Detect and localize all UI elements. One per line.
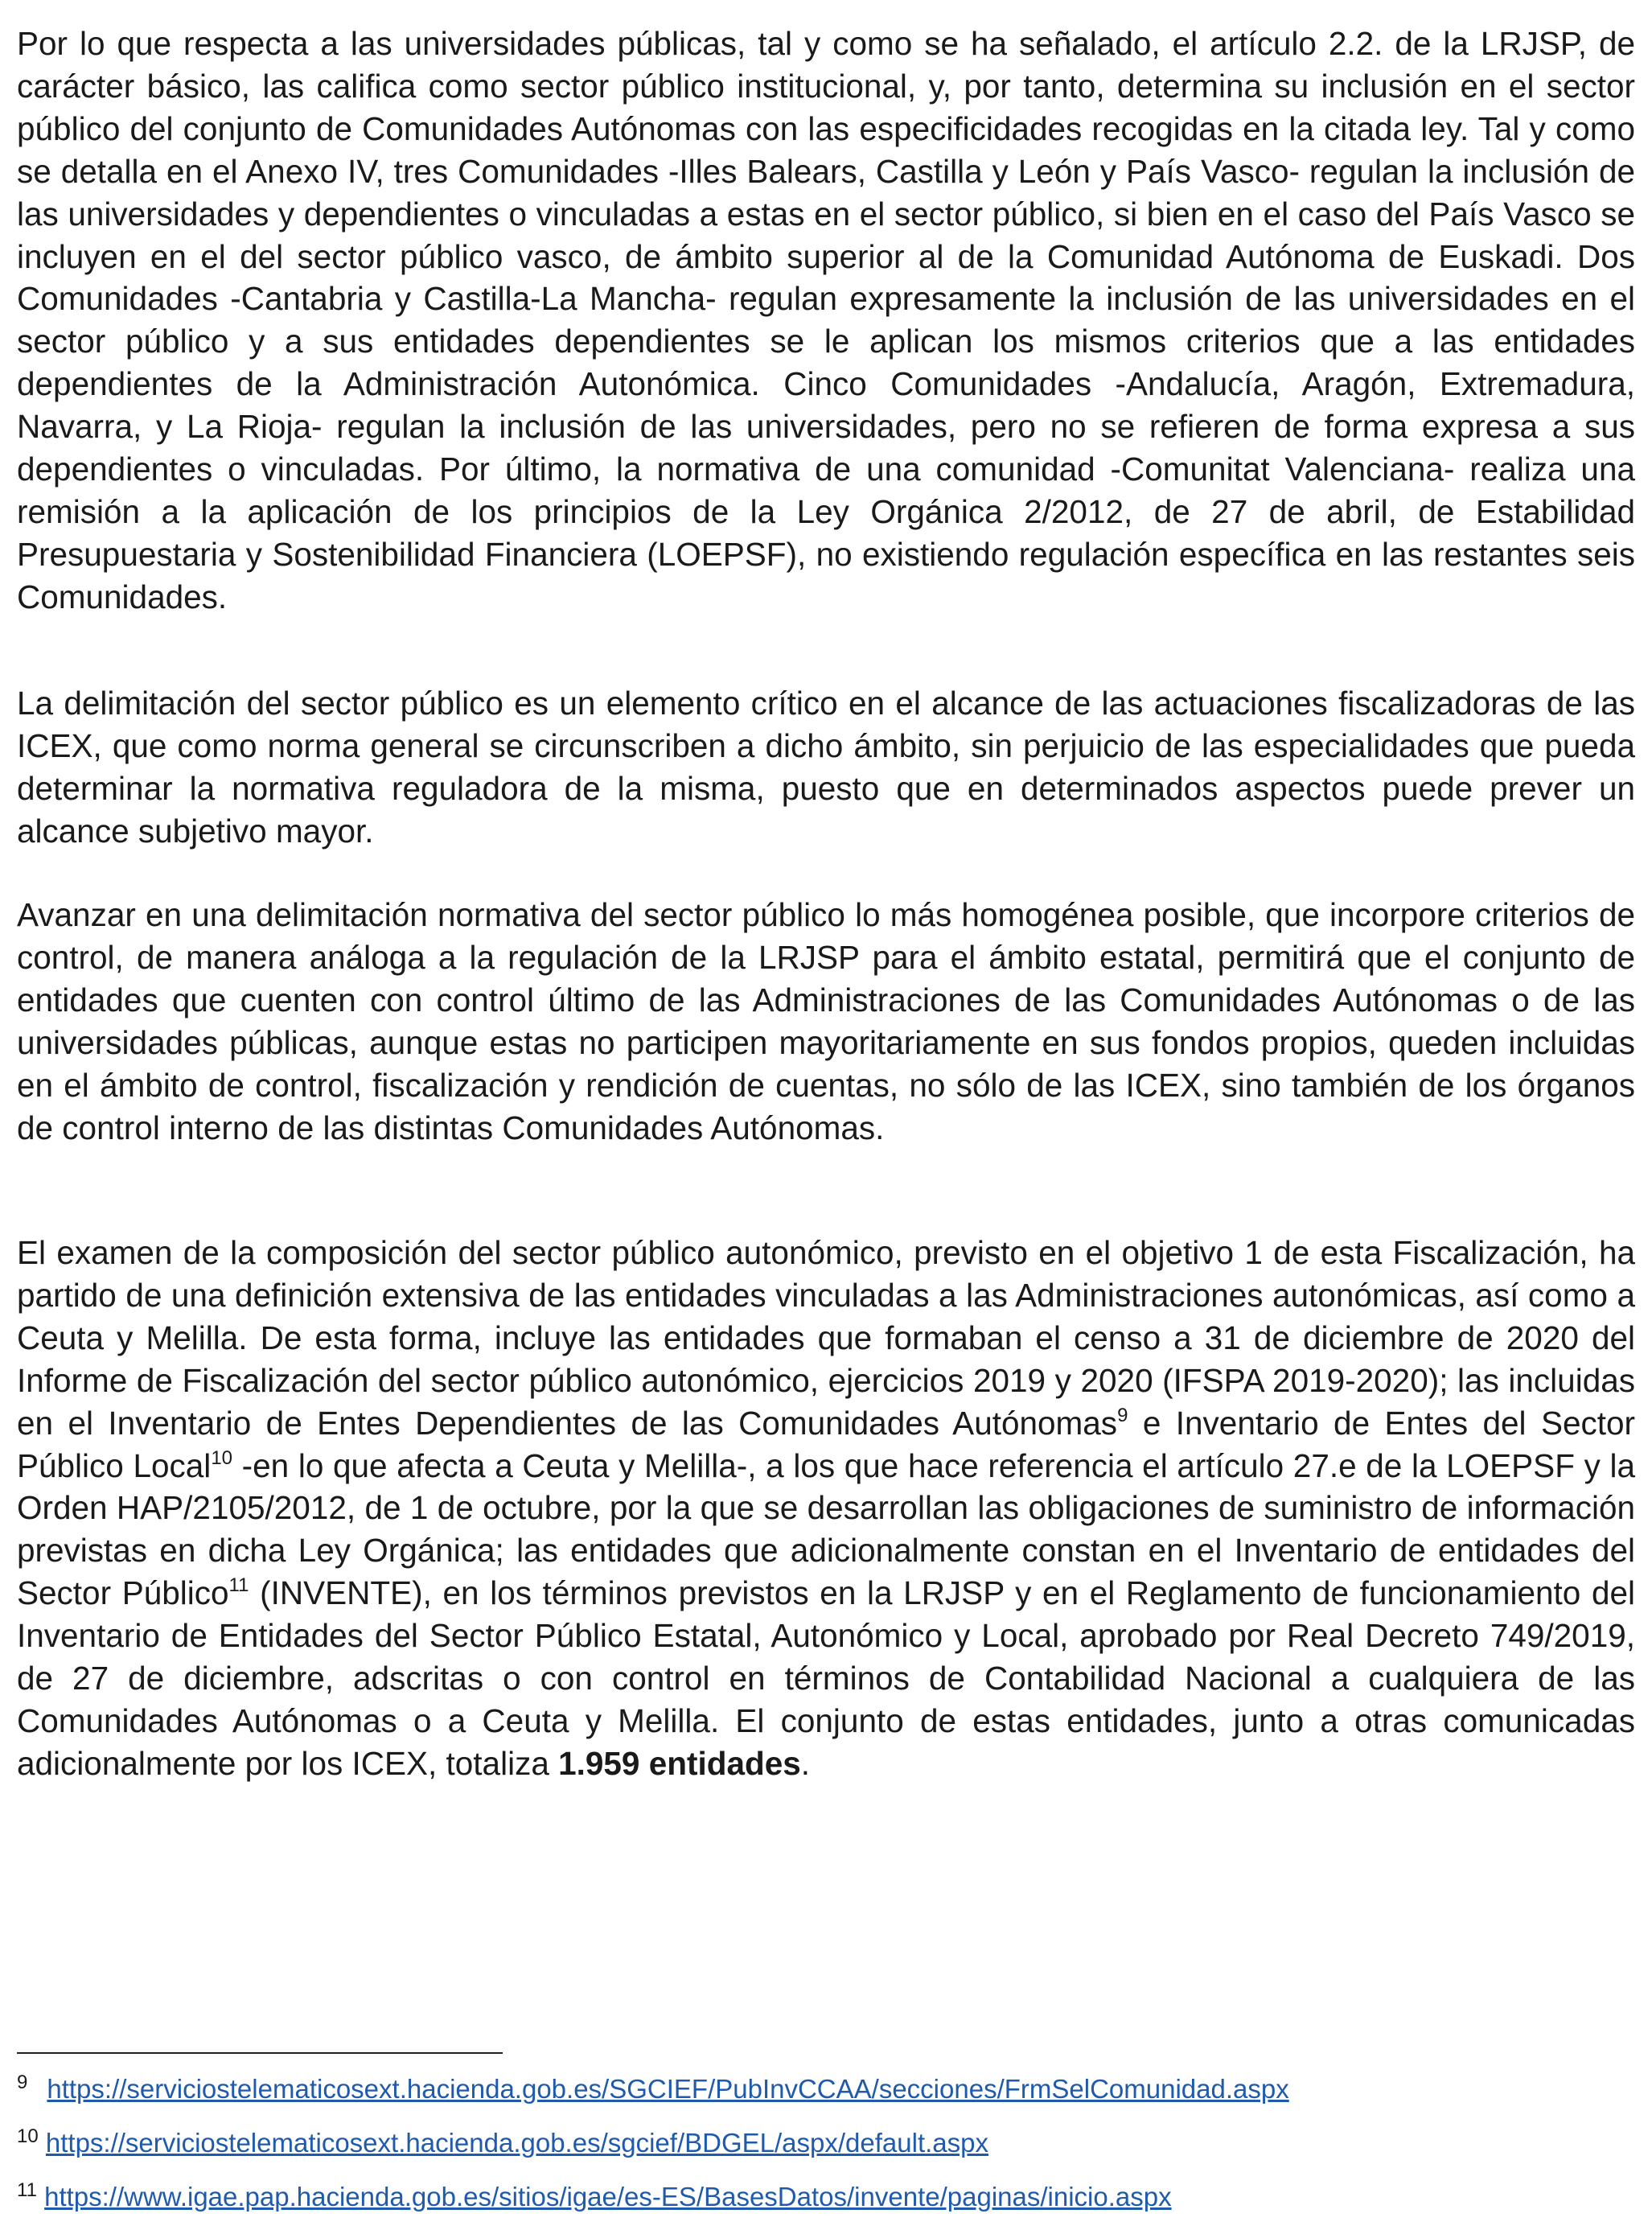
paragraph-text: El examen de la composición del sector público autonómico, previsto en el objetivo 1 de esta Fiscalización, ha partido de una definición extensiva de las entidades vinculadas a las Administraciones autonómicas, así como a Ceuta y Melilla. De esta forma, incluye las entidades que formaban el censo a 31 de diciembre de 2020 del Informe de Fiscalización del sector público autonómico, ejercicios 2019 y 2020 (IFSPA 2019-2020); las incluidas en el Inventario de Entes Dependientes de las Comunidades Autónomas xyxy=(17,1234,1635,1442)
footnote-9 xyxy=(17,2064,1635,2118)
footnote-11 xyxy=(17,2172,1635,2226)
footnote-ref-10[interactable]: 10 xyxy=(211,1446,233,1469)
footnote-ref-9[interactable]: 9 xyxy=(1117,1404,1128,1426)
paragraph-delimitacion: La delimitación del sector público es un elemento crítico en el alcance de las actuaciones fiscalizadoras de las ICEX, que como norma general se circunscriben a dicho ámbito, sin perjuicio de las especialidades que pueda determinar la normativa reguladora de la misma, puesto que en determinados aspectos puede prever un alcance subjetivo mayor. xyxy=(17,685,1635,850)
footnote-link-11[interactable]: https://www.igae.pap.hacienda.gob.es/sitios/igae/es-ES/BasesDatos/invente/paginas/inicio.aspx xyxy=(44,2182,1172,2211)
paragraph-text: . xyxy=(800,1744,811,1782)
footnote-separator xyxy=(17,2052,503,2054)
paragraph-text: e Inventario de Entes del Sector Público Local xyxy=(17,1404,1635,1484)
footnote-number: 10 xyxy=(17,2125,39,2147)
footnote-number: 9 xyxy=(17,2072,28,2093)
footnote-10 xyxy=(17,2118,1635,2172)
footnotes xyxy=(17,2064,1635,2226)
footnote-number: 11 xyxy=(17,2179,37,2201)
footnote-ref-11[interactable]: 11 xyxy=(228,1574,249,1597)
footnote-link-10[interactable]: https://serviciostelematicosext.hacienda.gob.es/sgcief/BDGEL/aspx/default.aspx xyxy=(45,2128,988,2158)
paragraph-avanzar: Avanzar en una delimitación normativa del sector público lo más homogénea posible, que incorpore criterios de control, de manera análoga a la regulación de la LRJSP para el ámbito estatal, permitirá que el conjunto de entidades que cuenten con control último de las Administraciones de las Comunidades Autónomas o de las universidades públicas, aunque estas no participen mayoritariamente en sus fondos propios, queden incluidas en el ámbito de control, fiscalización y rendición de cuentas, no sólo de las ICEX, sino también de los órganos de control interno de las distintas Comunidades Autónomas. xyxy=(17,896,1635,1146)
paragraph-text: -en lo que afecta a Ceuta y Melilla-, a los que hace referencia el artículo 27.e de la LOEPSF y la Orden HAP/2105/2012, de 1 de octubre, por la que se desarrollan las obligaciones de suministro de información previstas en dicha Ley Orgánica; las entidades que adicionalmente constan en el Inventario de entidades del Sector Público xyxy=(17,1446,1635,1612)
footnote-link-9[interactable]: https://serviciostelematicosext.hacienda.gob.es/SGCIEF/PubInvCCAA/secciones/FrmSelComunidad.aspx xyxy=(47,2074,1289,2104)
paragraph-universidades: Por lo que respecta a las universidades públicas, tal y como se ha señalado, el artículo 2.2. de la LRJSP, de carácter básico, las califica como sector público institucional, y, por tanto, determina su inclusión en el sector público del conjunto de Comunidades Autónomas con las especificidades recogidas en la citada ley. Tal y como se detalla en el Anexo IV, tres Comunidades -Illes Balears, Castilla y León y País Vasco- regulan la inclusión de las universidades y dependientes o vinculadas a estas en el sector público, si bien en el caso del País Vasco se incluyen en el del sector público vasco, de ámbito superior al de la Comunidad Autónoma de Euskadi. Dos Comunidades -Cantabria y Castilla-La Mancha- regulan expresamente la inclusión de las universidades en el sector público y a sus entidades dependientes se le aplican los mismos criterios que a las entidades dependientes de la Administración Autonómica. Cinco Comunidades -Andalucía, Aragón, Extremadura, Navarra, y La Rioja- regulan la inclusión de las universidades, pero no se refieren de forma expresa a sus dependientes o vinculadas. Por último, la normativa de una comunidad -Comunitat Valenciana- realiza una remisión a la aplicación de los principios de la Ley Orgánica 2/2012, de 27 de abril, de Estabilidad Presupuestaria y Sostenibilidad Financiera (LOEPSF), no existiendo regulación específica en las restantes seis Comunidades. xyxy=(17,25,1635,615)
paragraph-text: (INVENTE), en los términos previstos en la LRJSP y en el Reglamento de funcionamiento del Inventario de Entidades del Sector Público Estatal, Autonómico y Local, aprobado por Real Decreto 749/2019, de 27 de diciembre, adscritas o con control en términos de Contabilidad Nacional a cualquiera de las Comunidades Autónomas o a Ceuta y Melilla. El conjunto de estas entidades, junto a otras comunicadas adicionalmente por los ICEX, totaliza xyxy=(17,1574,1636,1782)
total-entities: 1.959 entidades xyxy=(558,1744,801,1782)
paragraph-examen xyxy=(17,1232,1635,1785)
